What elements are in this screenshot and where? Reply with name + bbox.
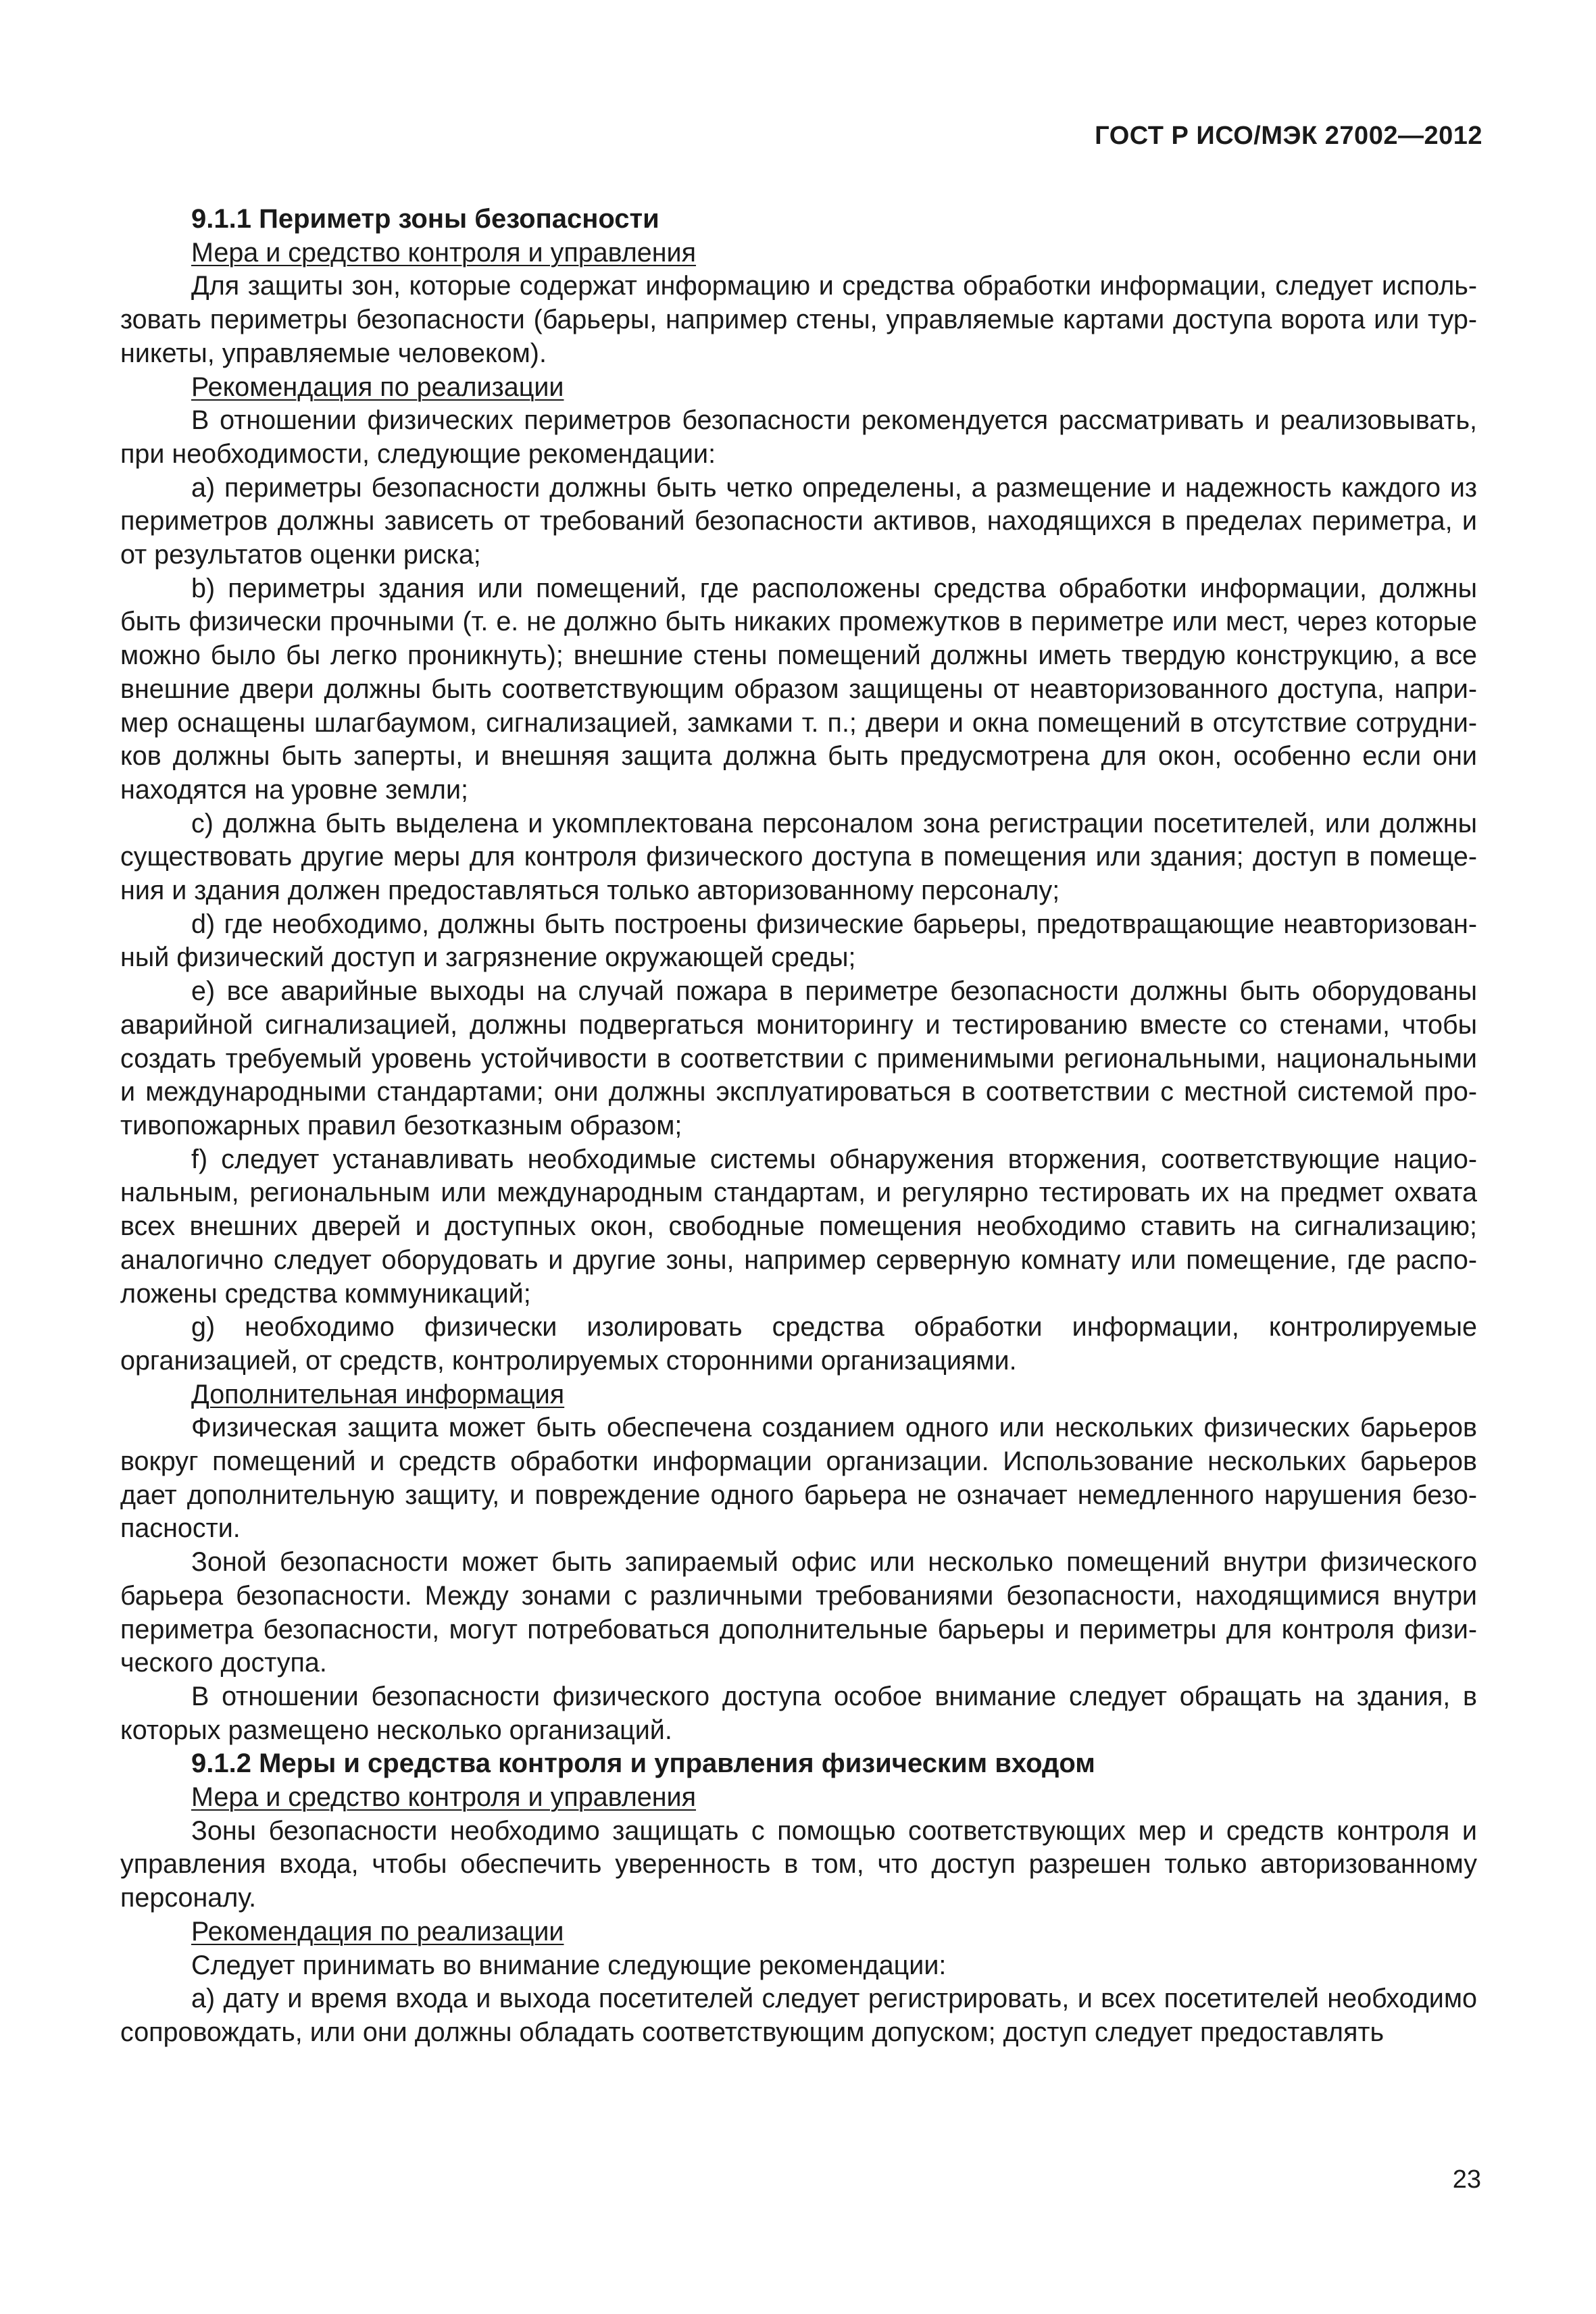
list-item-a: a) дату и время входа и выхода посетителей следует регистрировать, и всех посетителей необходимо сопровождать, или они должны обладать соответствующим допуском; доступ следует предоставлять	[120, 1984, 1477, 2047]
list-item-c: c) должна быть выделена и укомплектована персоналом зона регистрации посетителей, или должны существовать другие меры для контроля физического доступа в помещения или здания; доступ в помещения и здания должен предоставляться только авторизованному персоналу;	[120, 808, 1477, 906]
list-item-f: f) следует устанавливать необходимые системы обнаружения вторжения, соответствующие национальным, региональным или международным стандартам, и регулярно тестировать их на предмет охвата всех внешних дверей и доступных окон, свободные помещения необходимо ставить на сигнализацию; аналогично следует оборудовать и другие зоны, например серверную комнату или помещение, где расположены средства коммуникаций;	[120, 1144, 1477, 1309]
paragraph: В отношении безопасности физического доступа особое внимание следует обращать на здания, в которых размещено несколько организаций.	[120, 1681, 1477, 1745]
subheading-other-info: Дополнительная информация	[191, 1379, 565, 1409]
subheading-guidance: Рекомендация по реализации	[191, 372, 564, 402]
section-heading-9-1-2: 9.1.2 Меры и средства контроля и управления физическим входом	[191, 1749, 1095, 1779]
paragraph: Физическая защита может быть обеспечена созданием одного или нескольких физических барьеров вокруг помещений и средств обработки информации организации. Использование нескольких барьеров дает дополнительную защиту, и повреждение одного барьера не означает немедленного нарушения безопасности.	[120, 1413, 1477, 1544]
section-heading-9-1-1: 9.1.1 Периметр зоны безопасности	[191, 204, 659, 234]
paragraph: Зоной безопасности может быть запираемый офис или несколько помещений внутри физического барьера безопасности. Между зонами с различными требованиями безопасности, находящимися внутри периметра безопасности, могут потребоваться дополнительные барьеры и периметры для контроля физического доступа.	[120, 1547, 1477, 1678]
paragraph: Для защиты зон, которые содержат информацию и средства обработки информации, следует использовать периметры безопасности (барьеры, например стены, управляемые картами доступа ворота или турникеты, управляемые человеком).	[120, 271, 1477, 368]
paragraph: В отношении физических периметров безопасности рекомендуется рассматривать и реализовывать, при необходимости, следующие рекомендации:	[120, 405, 1477, 469]
list-item-d: d) где необходимо, должны быть построены физические барьеры, предотвращающие неавторизованный физический доступ и загрязнение окружающей среды;	[120, 909, 1477, 973]
list-item-e: e) все аварийные выходы на случай пожара в периметре безопасности должны быть оборудованы аварийной сигнализацией, должны подвергаться мониторингу и тестированию вместе со стенами, чтобы создать требуемый уровень устойчивости в соответствии с применимыми региональными, национальными и международными стандартами; они должны эксплуатироваться в соответствии с местной системой противопожарных правил безотказным образом;	[120, 976, 1477, 1140]
subheading-control: Мера и средство контроля и управления	[191, 237, 697, 268]
document-code-header: ГОСТ Р ИСО/МЭК 27002—2012	[1095, 122, 1482, 150]
page-content	[120, 203, 1477, 2050]
paragraph: Следует принимать во внимание следующие рекомендации:	[191, 1950, 947, 1980]
list-item-g: g) необходимо физически изолировать средства обработки информации, контролируемые организацией, от средств, контролируемых сторонними организациями.	[120, 1312, 1477, 1376]
subheading-control: Мера и средство контроля и управления	[191, 1782, 697, 1813]
subheading-guidance: Рекомендация по реализации	[191, 1916, 564, 1946]
page-number: 23	[1452, 2165, 1481, 2194]
list-item-b: b) периметры здания или помещений, где расположены средства обработки информации, должны быть физически прочными (т. е. не должно быть никаких промежутков в периметре или мест, через которые можно было бы легко проникнуть); внешние стены помещений должны иметь твердую конструкцию, а все внешние двери должны быть соответствующим образом защищены от неавторизованного доступа, например оснащены шлагбаумом, сигнализацией, замками т. п.; двери и окна помещений в отсутствие сотрудников должны быть заперты, и внешняя защита должна быть предусмотрена для окон, особенно если они находятся на уровне земли;	[120, 573, 1477, 805]
paragraph: Зоны безопасности необходимо защищать с помощью соответствующих мер и средств контроля и управления входа, чтобы обеспечить уверенность в том, что доступ разрешен только авторизованному персоналу.	[120, 1815, 1477, 1913]
list-item-a: a) периметры безопасности должны быть четко определены, а размещение и надежность каждого из периметров должны зависеть от требований безопасности активов, находящихся в пределах периметра, и от результатов оценки риска;	[120, 472, 1477, 570]
